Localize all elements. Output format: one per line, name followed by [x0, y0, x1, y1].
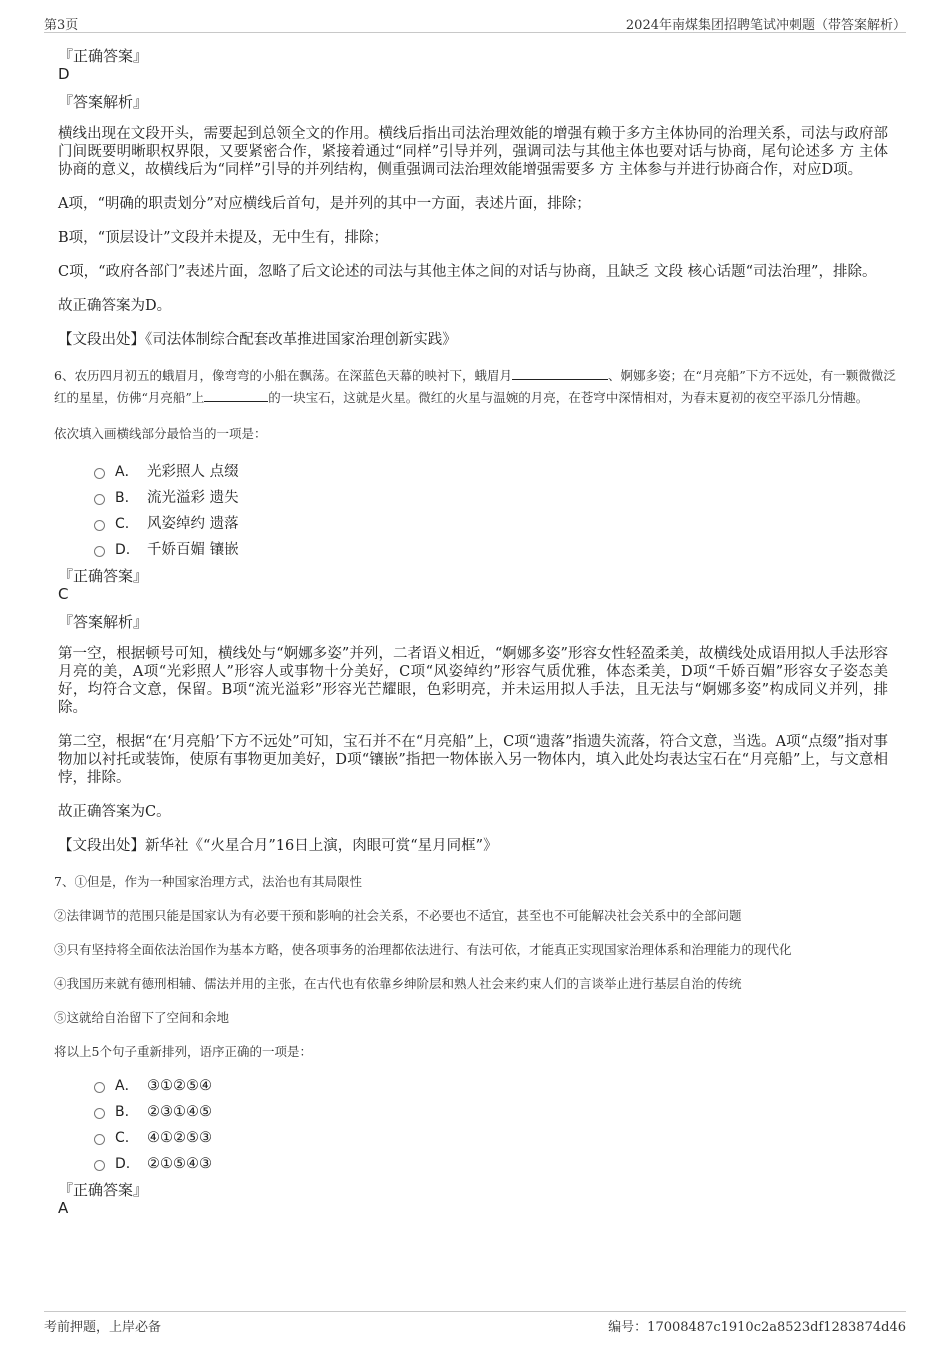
analysis-paragraph: A项，“明确的职责划分”对应横线后首句，是并列的其中一方面，表述片面，排除；: [58, 196, 591, 212]
option-list: [94, 459, 888, 563]
answer-value: A: [58, 1199, 69, 1217]
source-citation: 【文段出处】《司法体制综合配套改革推进国家治理创新实践》: [58, 332, 457, 348]
question-prompt: 将以上5个句子重新排列，语序正确的一项是：: [54, 1044, 312, 1059]
radio-icon[interactable]: [94, 494, 105, 505]
q7-block: [54, 871, 888, 1217]
analysis-paragraph: 第二空，根据“在‘月亮船’下方不远处”可知，宝石并不在“月亮船”上，C项“遗落”指遗失流落，符合文意，当选。A项“点缀”指对事物加以衬托或装饰，使原有事物更加美好，D项“镶嵌”指把一物体嵌入另一物体内，填入此处均表达宝石在“月亮船”上，与文意相悖，排除。: [58, 734, 888, 786]
option-list: [94, 1073, 888, 1177]
analysis-paragraph: 横线出现在文段开头，需要起到总领全文的作用。横线后指出司法治理效能的增强有赖于多方主体协同的治理关系，司法与政府部门间既要明晰职权界限，又要紧密合作，紧接着通过“同样”引导并列，强调司法与其他主体也要对话与协商，尾句论述多 方 主体协商的意义，故横线后为“同样”引导的并列结构，侧重强调司法治理效能增强需要多 方 主体参与并进行协商合作，对应D项。: [58, 126, 888, 178]
radio-icon[interactable]: [94, 1108, 105, 1119]
option-d[interactable]: D. 千娇百媚 镶嵌: [94, 537, 888, 563]
sentence-2: ②法律调节的范围只能是国家认为有必要干预和影响的社会关系，不必要也不适宜，甚至也不可能解决社会关系中的全部问题: [54, 908, 742, 923]
q6-block: [54, 365, 896, 855]
footer-slogan: 考前押题，上岸必备: [44, 1320, 162, 1335]
source-citation: 【文段出处】新华社《“火星合月”16日上演，肉眼可赏“星月同框”》: [58, 838, 498, 854]
radio-icon[interactable]: [94, 1160, 105, 1171]
analysis-paragraph: 故正确答案为C。: [58, 804, 171, 820]
analysis-label: 『答案解析』: [58, 93, 149, 111]
sentence-4: ④我国历来就有德刑相辅、儒法并用的主张，在古代也有依靠乡绅阶层和熟人社会来约束人们的言谈举止进行基层自治的传统: [54, 976, 742, 991]
page-footer: [44, 1311, 906, 1338]
sentence-1: 7、①但是，作为一种国家治理方式，法治也有其局限性: [54, 874, 362, 889]
option-b[interactable]: B. 流光溢彩 遗失: [94, 485, 888, 511]
answer-value: D: [58, 65, 70, 83]
option-b[interactable]: B. ②③①④⑤: [94, 1099, 888, 1125]
page-content: [54, 47, 896, 1227]
radio-icon[interactable]: [94, 1134, 105, 1145]
option-c[interactable]: C. ④①②⑤③: [94, 1125, 888, 1151]
page-number: 第3页: [44, 18, 79, 33]
sentence-5: ⑤这就给自治留下了空间和余地: [54, 1010, 230, 1025]
question-prompt: 依次填入画横线部分最恰当的一项是：: [54, 426, 267, 441]
answer-label: 『正确答案』: [58, 47, 149, 65]
analysis-label: 『答案解析』: [58, 613, 149, 631]
analysis-paragraph: B项，“顶层设计”文段并未提及，无中生有，排除；: [58, 230, 388, 246]
sentence-3: ③只有坚持将全面依法治国作为基本方略，使各项事务的治理都依法进行、有法可依，才能真正实现国家治理体系和治理能力的现代化: [54, 942, 792, 957]
analysis-paragraph: 第一空，根据顿号可知，横线处与“婀娜多姿”并列，二者语义相近，“婀娜多姿”形容女性轻盈柔美，故横线处成语用拟人手法形容月亮的美，A项“光彩照人”形容人或事物十分美好，C项“风姿绰约”形容气质优雅，体态柔美，D项“千娇百媚”形容女子姿态美好，均符合文意，保留。B项“流光溢彩”形容光芒耀眼，色彩明亮，并未运用拟人手法，且无法与“婀娜多姿”构成同义并列，排除。: [58, 646, 888, 716]
document-id: 编号：17008487c1910c2a8523df1283874d46: [608, 1320, 906, 1335]
option-a[interactable]: A． 光彩照人 点缀: [94, 459, 888, 485]
q5-answer-block: [58, 47, 888, 349]
option-d[interactable]: D. ②①⑤④③: [94, 1151, 888, 1177]
document-title: 2024年南煤集团招聘笔试冲刺题（带答案解析）: [625, 18, 906, 33]
analysis-paragraph: C项，“政府各部门”表述片面，忽略了后文论述的司法与其他主体之间的对话与协商，且缺乏 文段 核心话题“司法治理”，排除。: [58, 264, 877, 280]
answer-label: 『正确答案』: [58, 1181, 149, 1199]
fill-blank-1: [512, 366, 608, 380]
answer-label: 『正确答案』: [58, 567, 149, 585]
question-stem: 6、农历四月初五的蛾眉月，像弯弯的小船在飘荡。在深蓝色天幕的映衬下，蛾眉月 、婀娜多姿；在“月亮船”下方不远处，有一颗微微泛红的星星，仿佛“月亮船”上 的一块宝石，这就是火星。微红的火星与温婉的月亮，在苍穹中深情相对，为春末夏初的夜空平添几分情趣。: [54, 368, 896, 405]
radio-icon[interactable]: [94, 1082, 105, 1093]
analysis-paragraph: 故正确答案为D。: [58, 298, 172, 314]
fill-blank-2: [204, 388, 268, 402]
page-header: [44, 10, 906, 33]
radio-icon[interactable]: [94, 520, 105, 531]
radio-icon[interactable]: [94, 546, 105, 557]
radio-icon[interactable]: [94, 468, 105, 479]
answer-value: C: [58, 585, 69, 603]
option-c[interactable]: C. 风姿绰约 遗落: [94, 511, 888, 537]
option-a[interactable]: A． ③①②⑤④: [94, 1073, 888, 1099]
